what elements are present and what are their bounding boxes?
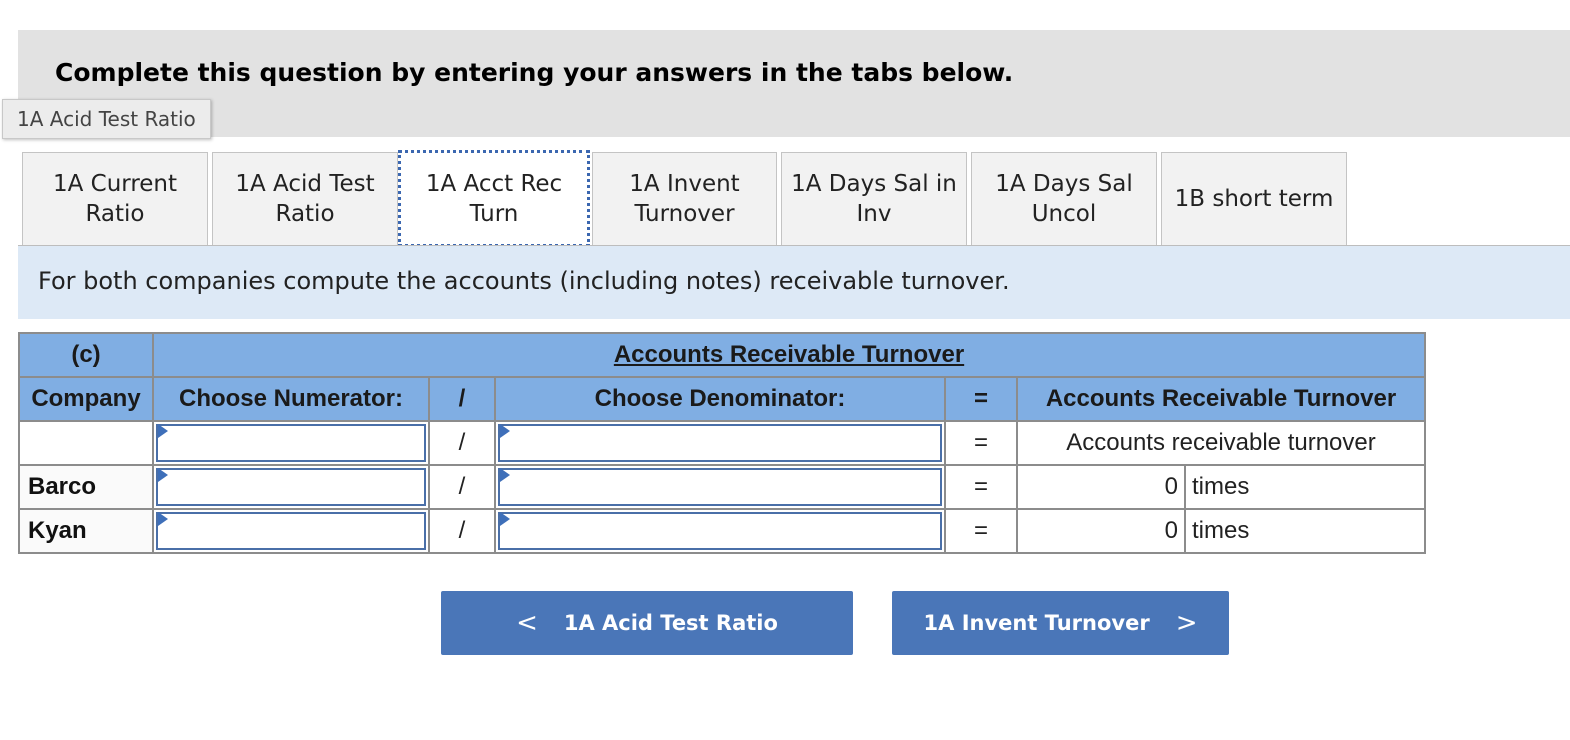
- turnover-value: 0: [1017, 465, 1185, 509]
- tab-label-line1: 1A Current: [52, 171, 178, 197]
- header-equals: =: [945, 377, 1017, 421]
- table-row: [19, 465, 1425, 509]
- receivable-turnover-table: [18, 332, 1426, 554]
- tab-label-line2: Ratio: [275, 201, 335, 227]
- prev-tab-button[interactable]: [441, 591, 853, 655]
- header-numerator: Choose Numerator:: [153, 377, 429, 421]
- table-row: [19, 421, 1425, 465]
- company-cell: Barco: [19, 465, 153, 509]
- instruction-text: For both companies compute the accounts (including notes) receivable turnover.: [38, 267, 1010, 295]
- prev-tab-label: 1A Acid Test Ratio: [563, 611, 778, 635]
- tab-label-line1: 1A Days Sal in: [791, 171, 957, 197]
- turnover-unit: times: [1185, 465, 1425, 509]
- tab-label-line2: Uncol: [1031, 201, 1097, 227]
- denominator-select[interactable]: [498, 512, 942, 550]
- numerator-select[interactable]: [156, 512, 426, 550]
- turnover-value: 0: [1017, 509, 1185, 553]
- denominator-select-cell: [495, 465, 945, 509]
- numerator-select-cell: [153, 421, 429, 465]
- table-title-text: Accounts Receivable Turnover: [613, 341, 965, 368]
- numerator-select-cell: [153, 509, 429, 553]
- tab-acct-rec-turn[interactable]: [398, 150, 590, 247]
- tab-acid-test-ratio[interactable]: [212, 152, 398, 245]
- table-title: [153, 333, 1425, 377]
- chevron-right-icon: >: [1175, 608, 1198, 638]
- chevron-left-icon: <: [516, 608, 538, 638]
- denominator-select[interactable]: [498, 424, 942, 462]
- header-result: Accounts Receivable Turnover: [1017, 377, 1425, 421]
- tab-1b-short-term[interactable]: [1161, 152, 1347, 245]
- next-tab-label: 1A Invent Turnover: [923, 611, 1150, 635]
- denominator-select[interactable]: [498, 468, 942, 506]
- tab-days-sal-inv[interactable]: [781, 152, 967, 245]
- tab-tooltip: 1A Acid Test Ratio: [2, 99, 211, 139]
- tab-label-line1: 1B short term: [1174, 186, 1334, 212]
- table-header-row: [19, 377, 1425, 421]
- denominator-select-cell: [495, 421, 945, 465]
- company-cell: [19, 421, 153, 465]
- tab-days-sal-uncol[interactable]: [971, 152, 1157, 245]
- next-tab-button[interactable]: [892, 591, 1229, 655]
- slash-cell: /: [429, 421, 495, 465]
- numerator-select[interactable]: [156, 424, 426, 462]
- tab-label-line2: Turn: [469, 200, 519, 227]
- header-slash: /: [429, 377, 495, 421]
- tab-current-ratio[interactable]: [22, 152, 208, 245]
- table-title-row: [19, 333, 1425, 377]
- tab-label-line2: Inv: [856, 201, 892, 227]
- numerator-select[interactable]: [156, 468, 426, 506]
- header-denominator: Choose Denominator:: [495, 377, 945, 421]
- tab-label-line1: 1A Invent: [629, 171, 740, 197]
- denominator-select-cell: [495, 509, 945, 553]
- table-row: [19, 509, 1425, 553]
- equals-cell: =: [945, 421, 1017, 465]
- tab-label-line1: 1A Days Sal: [995, 171, 1133, 197]
- numerator-select-cell: [153, 465, 429, 509]
- tab-label-line2: Turnover: [634, 201, 735, 227]
- tab-label-line1: 1A Acid Test: [235, 171, 375, 197]
- company-cell: Kyan: [19, 509, 153, 553]
- header-company: Company: [19, 377, 153, 421]
- result-label: Accounts receivable turnover: [1017, 421, 1425, 465]
- equals-cell: =: [945, 509, 1017, 553]
- turnover-unit: times: [1185, 509, 1425, 553]
- tab-label-line1: 1A Acct Rec: [425, 170, 563, 197]
- corner-label: (c): [19, 333, 153, 377]
- tab-invent-turnover[interactable]: [592, 152, 777, 245]
- slash-cell: /: [429, 509, 495, 553]
- slash-cell: /: [429, 465, 495, 509]
- equals-cell: =: [945, 465, 1017, 509]
- header-title: Complete this question by entering your answers in the tabs below.: [55, 58, 1014, 87]
- tab-label-line2: Ratio: [85, 201, 145, 227]
